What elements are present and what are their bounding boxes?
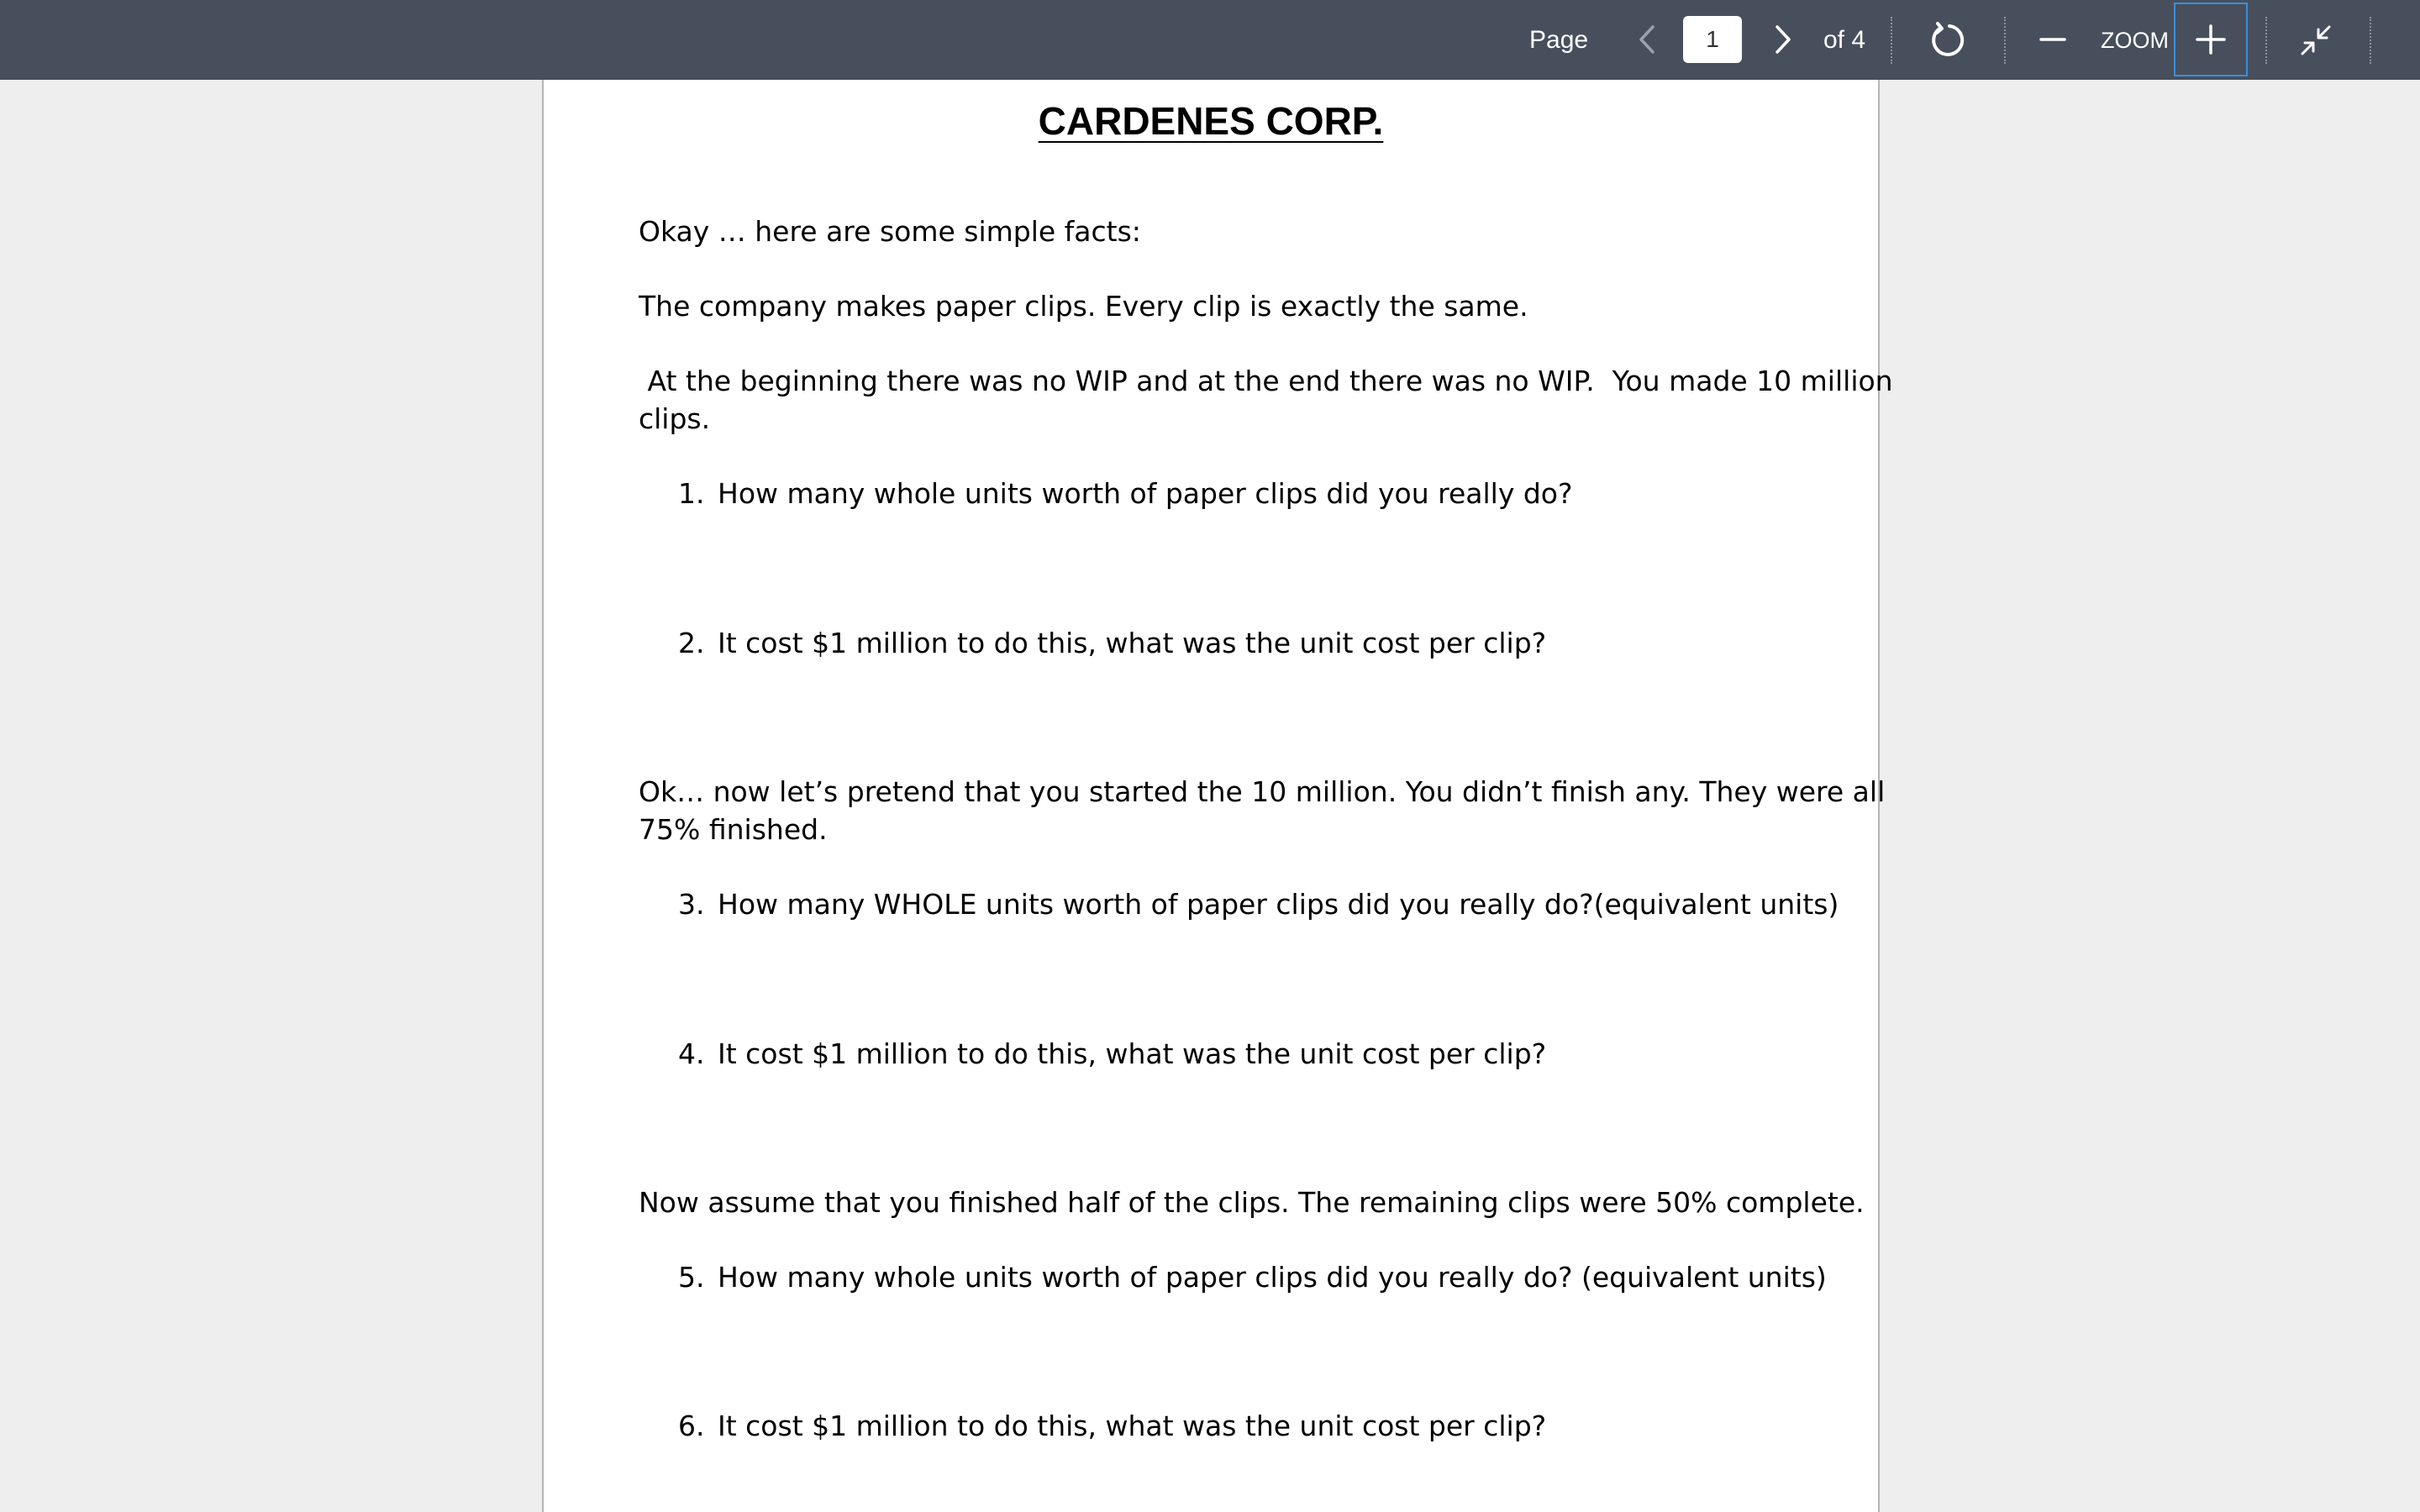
paragraph-line: Ok… now let’s pretend that you started the 10 million. You didn’t finish any. They were all bbox=[639, 775, 1886, 808]
question-number: 6. bbox=[678, 1410, 705, 1442]
question-text: It cost $1 million to do this, what was the unit cost per clip? bbox=[718, 1037, 1547, 1070]
rotate-button[interactable] bbox=[1926, 17, 1973, 64]
toolbar-divider bbox=[2370, 17, 2371, 64]
zoom-out-button[interactable] bbox=[2032, 18, 2074, 60]
page-number-input[interactable] bbox=[1683, 16, 1742, 63]
question-text: How many whole units worth of paper clips did you really do? bbox=[718, 477, 1573, 510]
intro-text: Okay … here are some simple facts: bbox=[639, 215, 1141, 248]
scenario-paragraph: Now assume that you finished half of the clips. The remaining clips were 50% complete. bbox=[639, 1186, 1865, 1219]
minus-icon bbox=[2039, 25, 2067, 54]
document-page bbox=[542, 80, 1893, 1512]
page-count-label: of 4 bbox=[1823, 26, 1866, 54]
pdf-toolbar bbox=[0, 0, 2420, 80]
paragraph-line: clips. bbox=[639, 402, 711, 435]
zoom-in-button[interactable] bbox=[2174, 3, 2248, 76]
toolbar-divider bbox=[2004, 17, 2006, 64]
chevron-right-icon bbox=[1770, 23, 1796, 56]
next-page-button[interactable] bbox=[1762, 18, 1804, 60]
paragraph-line: 75% finished. bbox=[639, 813, 828, 846]
exit-fullscreen-button[interactable] bbox=[2292, 17, 2339, 64]
toolbar-divider bbox=[2265, 17, 2267, 64]
question-number: 3. bbox=[678, 888, 705, 921]
question-number: 2. bbox=[678, 627, 705, 659]
question-text: It cost $1 million to do this, what was the unit cost per clip? bbox=[718, 627, 1547, 659]
page-label: Page bbox=[1529, 26, 1589, 54]
document-title: CARDENES CORP. bbox=[1038, 99, 1384, 143]
collapse-icon bbox=[2299, 24, 2333, 57]
plus-icon bbox=[2195, 24, 2227, 55]
question-number: 1. bbox=[678, 477, 705, 510]
scenario-paragraph bbox=[639, 773, 1885, 848]
rotate-icon bbox=[1929, 20, 1970, 60]
question-text: How many whole units worth of paper clips did you really do? (equivalent units) bbox=[718, 1261, 1827, 1294]
question-text: It cost $1 million to do this, what was the unit cost per clip? bbox=[718, 1410, 1547, 1442]
toolbar-divider bbox=[1891, 17, 1892, 64]
question-text: How many WHOLE units worth of paper clips did you really do?(equivalent units) bbox=[718, 888, 1839, 921]
fact-paragraph bbox=[639, 362, 1893, 438]
zoom-label: ZOOM bbox=[2101, 27, 2169, 53]
previous-page-button[interactable] bbox=[1626, 18, 1668, 60]
fact-paragraph: The company makes paper clips. Every clip is exactly the same. bbox=[639, 290, 1528, 323]
question-number: 4. bbox=[678, 1037, 705, 1070]
question-number: 5. bbox=[678, 1261, 705, 1294]
paragraph-line: At the beginning there was no WIP and at the end there was no WIP. You made 10 million bbox=[639, 365, 1893, 397]
chevron-left-icon bbox=[1634, 23, 1660, 56]
